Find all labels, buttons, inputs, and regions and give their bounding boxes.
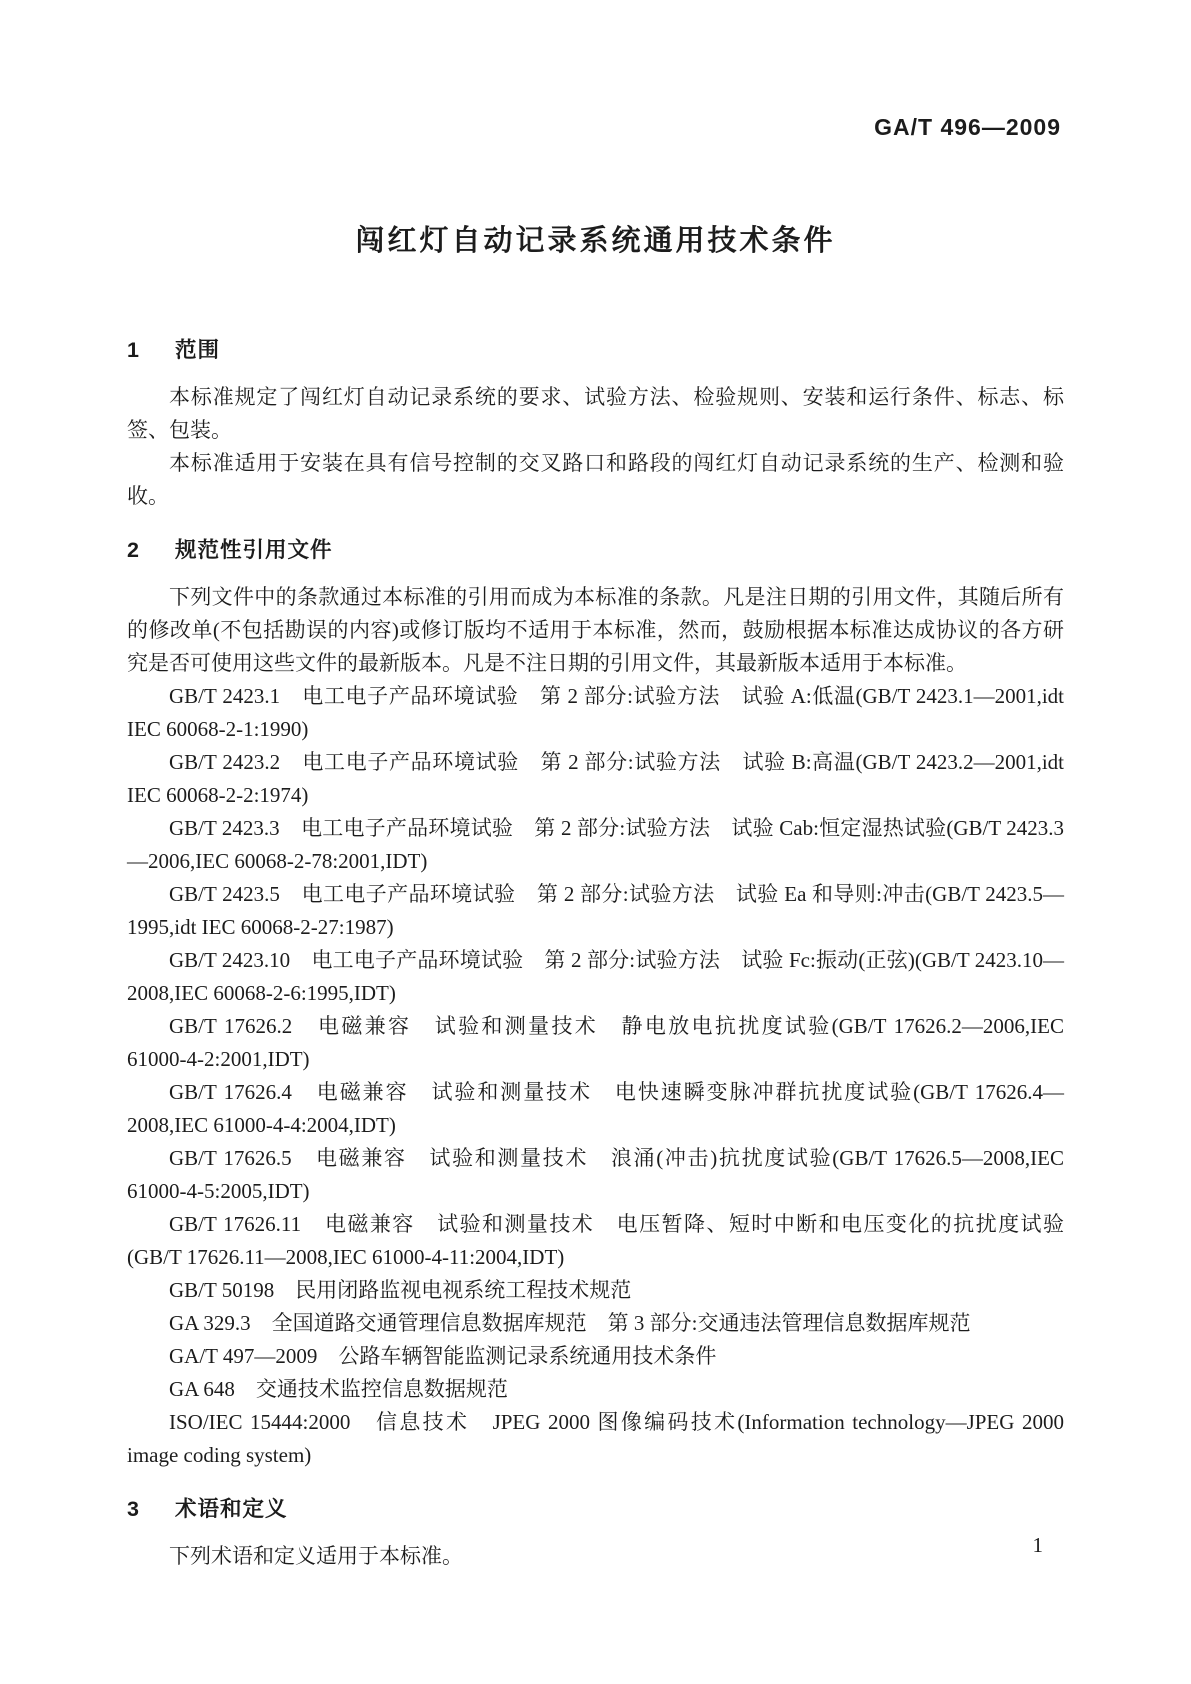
section-3-title: 术语和定义 [175, 1497, 288, 1521]
reference-item: GA 329.3 全国道路交通管理信息数据库规范 第 3 部分:交通违法管理信息数据库规范 [169, 1311, 971, 1335]
reference-item: GB/T 2423.5 电工电子产品环境试验 第 2 部分:试验方法 试验 Ea 和导则:冲击(GB/T 2423.5—1995,idt IEC 60068-2-27:1987) [127, 882, 1064, 939]
paragraph: 本标准规定了闯红灯自动记录系统的要求、试验方法、检验规则、安装和运行条件、标志、标签、包装。 [127, 385, 1064, 442]
reference-item: GB/T 50198 民用闭路监视电视系统工程技术规范 [169, 1278, 632, 1302]
section-2-title: 规范性引用文件 [175, 538, 333, 562]
reference-item: GB/T 17626.11 电磁兼容 试验和测量技术 电压暂降、短时中断和电压变化的抗扰度试验(GB/T 17626.11—2008,IEC 61000-4-11:2004,IDT) [127, 1212, 1064, 1269]
page-number: 1 [1032, 1533, 1043, 1557]
section-1-number: 1 [127, 338, 140, 362]
document-title: 闯红灯自动记录系统通用技术条件 [355, 225, 836, 257]
paragraph: 本标准适用于安装在具有信号控制的交叉路口和路段的闯红灯自动记录系统的生产、检测和验收。 [127, 451, 1064, 508]
section-3-number: 3 [127, 1497, 140, 1521]
paragraph: 下列术语和定义适用于本标准。 [169, 1544, 463, 1568]
reference-item: GB/T 17626.2 电磁兼容 试验和测量技术 静电放电抗扰度试验(GB/T 17626.2—2006,IEC 61000-4-2:2001,IDT) [127, 1014, 1064, 1071]
section-2-heading [127, 534, 1064, 567]
reference-item: GB/T 2423.10 电工电子产品环境试验 第 2 部分:试验方法 试验 Fc:振动(正弦)(GB/T 2423.10—2008,IEC 60068-2-6:1995,IDT) [127, 948, 1064, 1005]
section-1-heading [127, 334, 1064, 367]
standard-code: GA/T 496—2009 [874, 114, 1061, 140]
reference-item: GA/T 497—2009 公路车辆智能监测记录系统通用技术条件 [169, 1344, 717, 1368]
reference-item: GB/T 2423.3 电工电子产品环境试验 第 2 部分:试验方法 试验 Cab:恒定湿热试验(GB/T 2423.3—2006,IEC 60068-2-78:2001,IDT) [127, 816, 1064, 873]
reference-item: GB/T 2423.2 电工电子产品环境试验 第 2 部分:试验方法 试验 B:高温(GB/T 2423.2—2001,idt IEC 60068-2-2:1974) [127, 750, 1064, 807]
reference-item: GB/T 17626.5 电磁兼容 试验和测量技术 浪涌(冲击)抗扰度试验(GB/T 17626.5—2008,IEC 61000-4-5:2005,IDT) [127, 1146, 1064, 1203]
document-body [127, 334, 1064, 1573]
reference-item: GA 648 交通技术监控信息数据规范 [169, 1377, 508, 1401]
reference-item: ISO/IEC 15444:2000 信息技术 JPEG 2000 图像编码技术(Information technology—JPEG 2000 image coding system) [127, 1410, 1064, 1467]
paragraph: 下列文件中的条款通过本标准的引用而成为本标准的条款。凡是注日期的引用文件，其随后所有的修改单(不包括勘误的内容)或修订版均不适用于本标准，然而，鼓励根据本标准达成协议的各方研究是否可使用这些文件的最新版本。凡是不注日期的引用文件，其最新版本适用于本标准。 [127, 585, 1064, 675]
reference-item: GB/T 17626.4 电磁兼容 试验和测量技术 电快速瞬变脉冲群抗扰度试验(GB/T 17626.4—2008,IEC 61000-4-4:2004,IDT) [127, 1080, 1064, 1137]
reference-item: GB/T 2423.1 电工电子产品环境试验 第 2 部分:试验方法 试验 A:低温(GB/T 2423.1—2001,idt IEC 60068-2-1:1990) [127, 684, 1064, 741]
section-2-number: 2 [127, 538, 140, 562]
section-3-heading [127, 1493, 1064, 1526]
section-1-title: 范围 [175, 338, 221, 362]
